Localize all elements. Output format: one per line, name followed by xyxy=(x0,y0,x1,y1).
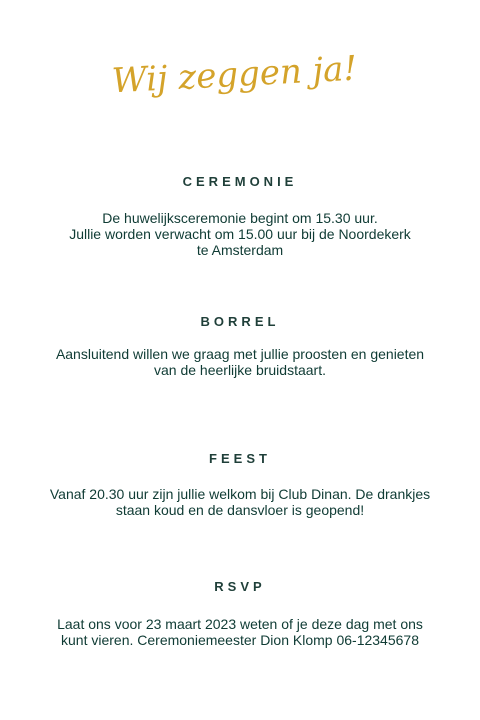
rsvp-line: Laat ons voor 23 maart 2023 weten of je deze dag met ons xyxy=(57,616,423,632)
feest-line: Vanaf 20.30 uur zijn jullie welkom bij Club Dinan. De drankjes xyxy=(49,486,431,502)
rsvp-heading: RSVP xyxy=(214,579,266,594)
ceremonie-line: te Amsterdam xyxy=(196,242,284,258)
ceremonie-line: De huwelijksceremonie begint om 15.30 uur. xyxy=(102,210,378,226)
ceremonie-line: Jullie worden verwacht om 15.00 uur bij de Noordekerk xyxy=(69,226,411,242)
rsvp-text xyxy=(40,616,440,648)
borrel-line: van de heerlijke bruidstaart. xyxy=(154,362,326,378)
feest-heading: FEEST xyxy=(209,451,271,466)
rsvp-line: kunt vieren. Ceremoniemeester Dion Klomp 06-12345678 xyxy=(61,632,419,648)
borrel-text xyxy=(40,346,440,378)
script-title xyxy=(110,42,359,112)
feest-text xyxy=(40,486,440,518)
borrel-heading: BORREL xyxy=(200,314,280,329)
title-text: Wij zeggen ja! xyxy=(110,48,359,102)
ceremonie-text xyxy=(40,210,440,258)
ceremonie-heading: CEREMONIE xyxy=(182,174,298,189)
borrel-line: Aansluitend willen we graag met jullie proosten en genieten xyxy=(55,346,425,362)
feest-line: staan koud en de dansvloer is geopend! xyxy=(115,502,365,518)
